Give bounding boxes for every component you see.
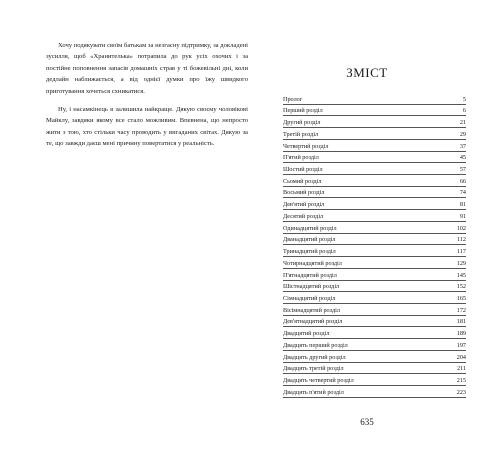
toc-entry-page: 211 (456, 365, 466, 373)
toc-entry-page: 197 (456, 341, 466, 349)
right-page (268, 40, 478, 440)
toc-entry-page: 45 (459, 154, 466, 162)
toc-entry[interactable] (283, 386, 466, 398)
toc-entry-page: 165 (456, 294, 466, 302)
toc-entry[interactable] (283, 281, 466, 293)
toc-entry[interactable] (283, 374, 466, 386)
table-of-contents (283, 93, 466, 398)
toc-entry-page: 129 (456, 259, 466, 267)
toc-entry-label: Двадцятий розділ (283, 330, 330, 338)
toc-entry-page: 6 (462, 107, 466, 115)
toc-entry[interactable] (283, 140, 466, 152)
toc-entry[interactable] (283, 93, 466, 105)
toc-entry-label: Перший розділ (283, 107, 323, 115)
toc-entry-page: 112 (456, 236, 466, 244)
toc-entry[interactable] (283, 304, 466, 316)
toc-title: ЗМІСТ (346, 65, 388, 80)
toc-entry-label: Двадцять п'ятий розділ (283, 388, 344, 396)
toc-entry[interactable] (283, 116, 466, 128)
toc-entry-label: Дев'ятнадцятий розділ (283, 318, 343, 326)
toc-entry-label: П'ятнадцятий розділ (283, 271, 337, 279)
toc-entry-label: Дев'ятий розділ (283, 201, 325, 209)
toc-entry[interactable] (283, 269, 466, 281)
toc-entry-label: Тринадцятий розділ (283, 248, 336, 256)
toc-entry-label: Третій розділ (283, 130, 319, 138)
toc-entry-page: 5 (462, 95, 466, 103)
page-number: 635 (360, 417, 374, 427)
toc-entry-label: Другий розділ (283, 119, 321, 127)
toc-entry-page: 204 (456, 353, 466, 361)
toc-entry-label: Четвертий розділ (283, 142, 329, 150)
toc-entry[interactable] (283, 222, 466, 234)
toc-entry-label: Пролог (283, 95, 303, 103)
toc-entry-page: 145 (456, 271, 466, 279)
toc-entry[interactable] (283, 351, 466, 363)
toc-entry-label: Шостий розділ (283, 166, 323, 174)
toc-entry-page: 57 (459, 166, 466, 174)
toc-entry[interactable] (283, 234, 466, 246)
toc-entry[interactable] (283, 257, 466, 269)
toc-entry-page: 21 (459, 119, 466, 127)
toc-entry-label: Сімнадцятий розділ (283, 294, 336, 302)
left-page (8, 40, 248, 440)
toc-entry[interactable] (283, 105, 466, 117)
toc-entry-page: 91 (459, 212, 466, 220)
toc-entry[interactable] (283, 245, 466, 257)
toc-entry-label: Восьмий розділ (283, 189, 325, 197)
toc-entry-label: Двадцять третій розділ (283, 365, 344, 373)
toc-entry-page: 37 (459, 142, 466, 150)
toc-entry-label: Сьомий розділ (283, 177, 322, 185)
toc-entry-page: 181 (456, 318, 466, 326)
toc-entry-label: Чотирнадцятий розділ (283, 259, 342, 267)
toc-entry[interactable] (283, 163, 466, 175)
ack-paragraph-2: Ну, і насамкінець я залишила найкраще. Дякую своєму чоловікові Майклу, завдяки якому все стало можливим. Впевнена, що непросто жити з тою, хто стільки часу проводить у вигаданих світах. Дякую за те, що завжди даєш мені причину повертатися у реальність. (46, 106, 248, 148)
toc-entry[interactable] (283, 187, 466, 199)
toc-entry-page: 189 (456, 330, 466, 338)
toc-entry-label: Двадцять другий розділ (283, 353, 346, 361)
toc-entry-label: П'ятий розділ (283, 154, 319, 162)
toc-entry-label: Одинадцятий розділ (283, 224, 337, 232)
toc-entry-page: 81 (459, 201, 466, 209)
toc-entry[interactable] (283, 339, 466, 351)
toc-entry-page: 117 (456, 248, 466, 256)
toc-entry[interactable] (283, 363, 466, 375)
toc-entry-label: Вісімнадцятий розділ (283, 306, 340, 314)
toc-entry[interactable] (283, 327, 466, 339)
toc-entry-page: 102 (456, 224, 466, 232)
toc-entry-label: Двадцять четвертий розділ (283, 376, 354, 384)
toc-entry-page: 223 (456, 388, 466, 396)
toc-entry-label: Двадцять перший розділ (283, 341, 348, 349)
toc-entry-page: 29 (459, 130, 466, 138)
toc-entry-label: Дванадцятий розділ (283, 236, 336, 244)
toc-entry-page: 74 (459, 189, 466, 197)
toc-entry-page: 215 (456, 376, 466, 384)
toc-entry-page: 152 (456, 283, 466, 291)
acknowledgements (8, 40, 248, 150)
toc-entry[interactable] (283, 128, 466, 140)
toc-entry-page: 172 (456, 306, 466, 314)
toc-entry-label: Шістнадцятий розділ (283, 283, 340, 291)
toc-entry[interactable] (283, 175, 466, 187)
toc-entry[interactable] (283, 152, 466, 164)
toc-entry[interactable] (283, 292, 466, 304)
toc-entry[interactable] (283, 316, 466, 328)
ack-paragraph-1: Хочу подякувати своїм батькам за незгасну підтримку, за докладені зусилля, щоб «Хранителька» потрапила до рук усіх охочих і за постійне поповнення запасів домашніх страв у ті божевільні дні, коли дедлайн наближається, а від однієї думки про їжу швидкого приготування хочеться схникатися. (46, 42, 248, 95)
toc-entry-label: Десятий розділ (283, 212, 324, 220)
toc-entry-page: 66 (459, 177, 466, 185)
toc-entry[interactable] (283, 210, 466, 222)
toc-entry[interactable] (283, 198, 466, 210)
